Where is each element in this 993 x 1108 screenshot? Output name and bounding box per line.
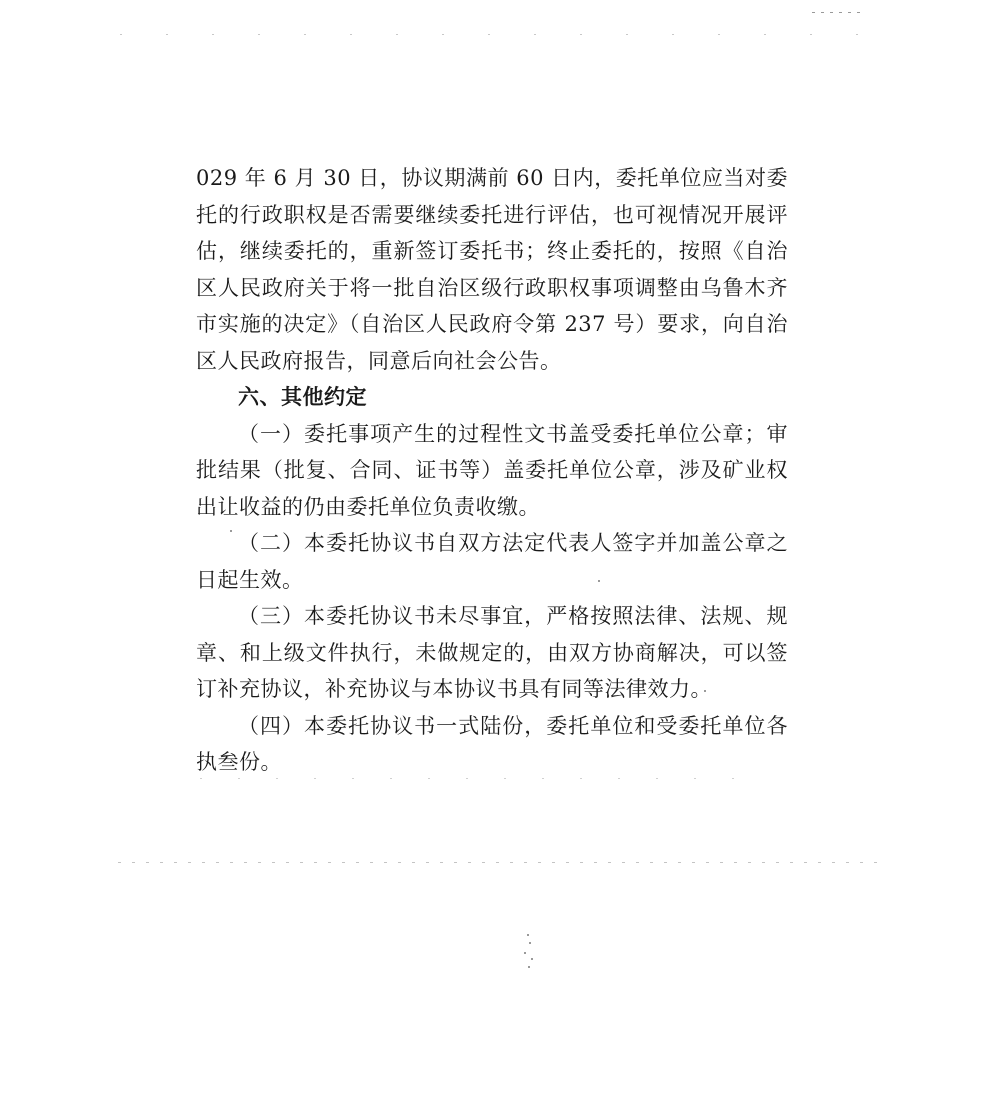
clause-1: （一）委托事项产生的过程性文书盖受委托单位公章；审批结果（批复、合同、证书等）盖委托单位公章，涉及矿业权出让收益的仍由委托单位负责收缴。 [196, 421, 788, 519]
scan-line-lower [118, 862, 878, 863]
continuation-paragraph: 029 年 6 月 30 日，协议期满前 60 日内，委托单位应当对委托的行政职权是否需要继续委托进行评估，也可视情况开展评估，继续委托的，重新签订委托书；终止委托的，按照《自治区人民政府关于将一批自治区级行政职权事项调整由乌鲁木齐市实施的决定》（自治区人民政府令第 237 号）要求，向自治区人民政府报告，同意后向社会公告。 [196, 166, 788, 373]
scan-speck [527, 934, 529, 936]
scan-mark-top-right [812, 12, 860, 13]
scan-speck [528, 966, 530, 968]
scan-speck [524, 952, 526, 954]
clause-2: （二）本委托协议书自双方法定代表人签字并加盖公章之日起生效。 [196, 531, 788, 592]
scan-speck [529, 942, 531, 944]
scan-speck [531, 958, 533, 960]
document-body [196, 160, 788, 781]
clause-4: （四）本委托协议书一式陆份，委托单位和受委托单位各执叁份。 [196, 713, 788, 774]
section-heading: 六、其他约定 [238, 385, 367, 409]
scan-line-top [120, 34, 870, 35]
clause-3: （三）本委托协议书未尽事宜，严格按照法律、法规、规章、和上级文件执行，未做规定的，由双方协商解决，可以签订补充协议，补充协议与本协议书具有同等法律效力。 [196, 604, 788, 701]
